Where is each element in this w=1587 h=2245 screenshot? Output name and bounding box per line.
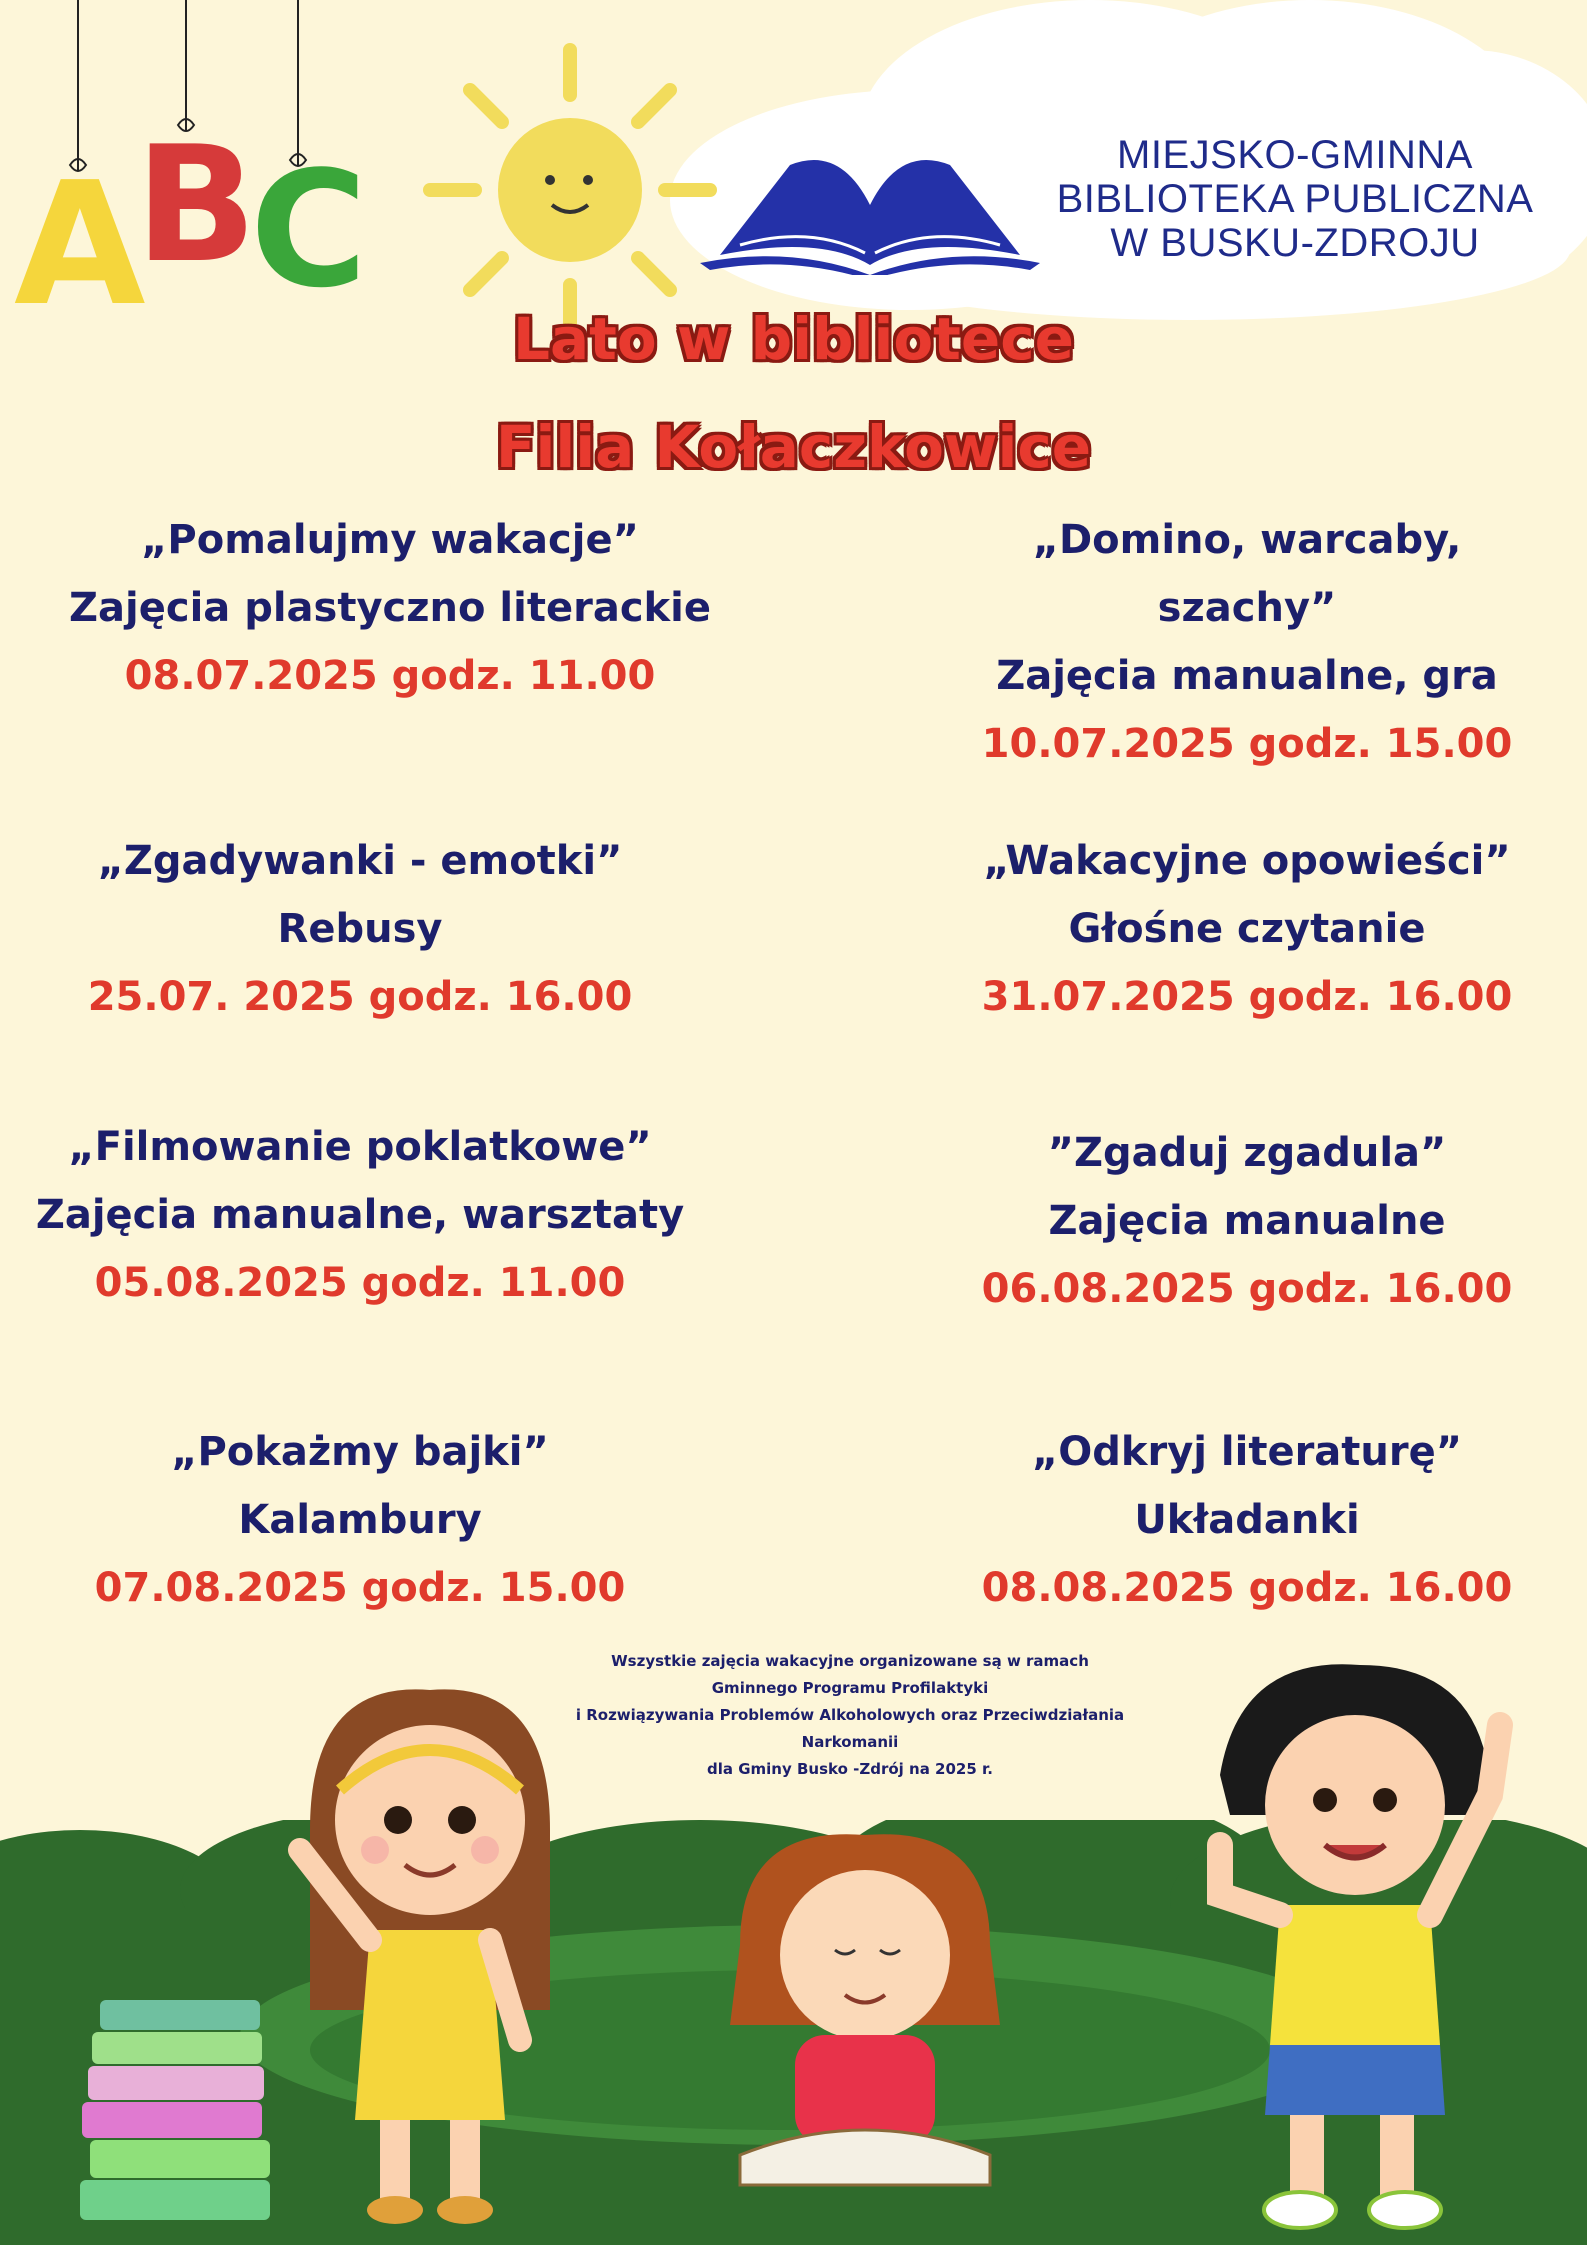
event-name: „Odkryj literaturę” (1031, 1429, 1463, 1475)
letter-c: C (250, 136, 368, 323)
event-description: Zajęcia manualne (1048, 1198, 1446, 1244)
event-item (877, 506, 1587, 778)
event-item (30, 506, 750, 710)
event-item (0, 1113, 720, 1317)
event-name: „Pomalujmy wakacje” (141, 517, 639, 563)
event-description: Zajęcia manualne, gra (996, 653, 1498, 699)
event-name: „Wakacyjne opowieści” (983, 838, 1511, 884)
event-description: Rebusy (277, 906, 443, 952)
funding-note (560, 1648, 1140, 1783)
event-date: 07.08.2025 godz. 15.00 (94, 1565, 626, 1611)
event-date: 08.07.2025 godz. 11.00 (124, 653, 656, 699)
event-description: Zajęcia manualne, warsztaty (35, 1192, 685, 1238)
event-date: 05.08.2025 godz. 11.00 (94, 1260, 626, 1306)
letter-a: A (14, 146, 146, 344)
event-item (0, 1418, 720, 1622)
event-item (877, 1418, 1587, 1622)
event-item (0, 827, 720, 1031)
funding-note-line: i Rozwiązywania Problemów Alkoholowych oraz Przeciwdziałania (575, 1706, 1125, 1724)
event-description: Kalambury (238, 1497, 482, 1543)
event-date: 31.07.2025 godz. 16.00 (981, 974, 1513, 1020)
event-name: „Filmowanie poklatkowe” (68, 1124, 652, 1170)
funding-note-line: dla Gminy Busko -Zdrój na 2025 r. (707, 1760, 993, 1778)
event-name: „Domino, warcaby, szachy” (1032, 517, 1462, 631)
event-name: ”Zgaduj zgadula” (1047, 1130, 1447, 1176)
girl-reading-illustration (700, 1825, 1030, 2225)
poster-title: Lato w bibliotece (513, 305, 1074, 373)
event-date: 08.08.2025 godz. 16.00 (981, 1565, 1513, 1611)
event-date: 06.08.2025 godz. 16.00 (981, 1266, 1513, 1312)
funding-note-line: Narkomanii (801, 1733, 899, 1751)
funding-note-line: Gminnego Programu Profilaktyki (711, 1679, 989, 1697)
letter-b: B (135, 111, 257, 298)
books-stack-icon (80, 2000, 270, 2220)
event-date: 25.07. 2025 godz. 16.00 (87, 974, 633, 1020)
library-name (1050, 133, 1540, 265)
event-item (877, 1119, 1587, 1323)
event-date: 10.07.2025 godz. 15.00 (981, 721, 1513, 767)
event-name: „Pokażmy bajki” (171, 1429, 549, 1475)
event-name: „Zgadywanki - emotki” (97, 838, 623, 884)
boy-waving-illustration (1180, 1645, 1540, 2245)
funding-note-line: Wszystkie zajęcia wakacyjne organizowane są w ramach (611, 1652, 1089, 1670)
event-description: Zajęcia plastyczno literackie (69, 585, 711, 631)
event-description: Głośne czytanie (1068, 906, 1426, 952)
poster-subtitle: Filia Kołaczkowice (495, 413, 1092, 481)
girl-waving-illustration (280, 1680, 580, 2240)
event-item (877, 827, 1587, 1031)
library-name-line-1: MIEJSKO-GMINNA (1117, 133, 1473, 177)
open-book-logo (700, 125, 1040, 275)
library-name-line-2: BIBLIOTEKA PUBLICZNA (1056, 177, 1534, 221)
library-name-line-3: W BUSKU-ZDROJU (1110, 221, 1480, 265)
sun-icon (420, 40, 720, 340)
event-description: Układanki (1134, 1497, 1360, 1543)
